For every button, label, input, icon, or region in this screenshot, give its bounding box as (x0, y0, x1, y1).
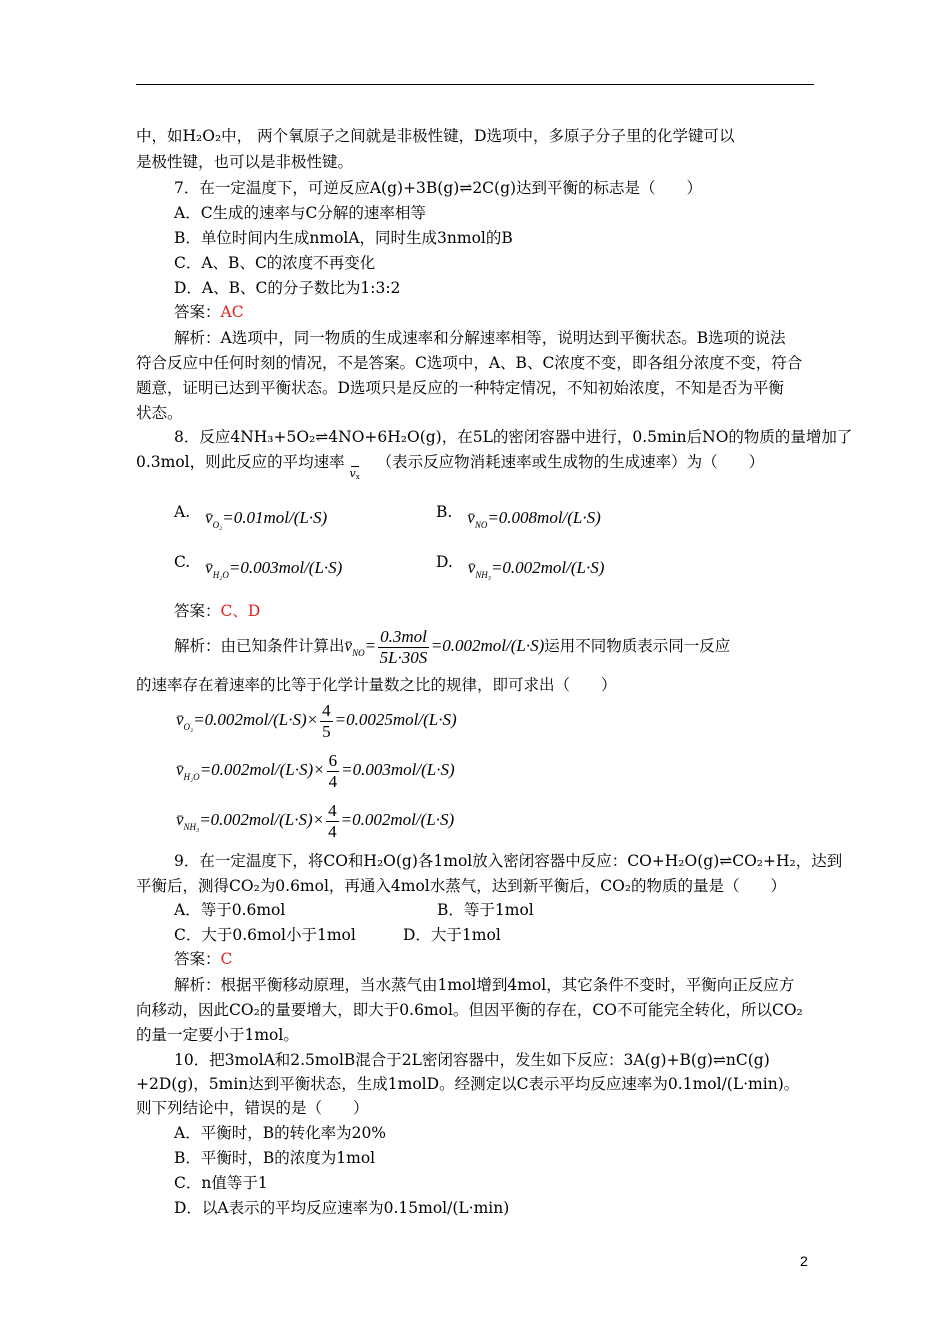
option-a: A．等于0.6mol (174, 901, 286, 919)
option-d: D．以A表示的平均反应速率为0.15mol/(L·min) (174, 1199, 510, 1217)
ratio-nh3: $v̄_{NH_3}=0.002mol/(L\cdot S)\times$ $\frac{4}{4}$ =0.002mol/(L·S) (176, 800, 455, 841)
fraction-denominator: 5 (322, 721, 331, 741)
option-b: B．等于1mol (437, 901, 534, 919)
answer-value: C (220, 950, 233, 968)
formula-sub: NH₃ (183, 822, 200, 832)
fraction-numerator: 0.3mol (380, 626, 427, 646)
option-label: A. (174, 503, 191, 521)
option-a-formula: A. $v̄_{O_2}=0.01mol/(L\cdot S)$ (174, 503, 328, 530)
option-a: A．C生成的速率与C分解的速率相等 (174, 204, 426, 222)
explanation-line: 向移动，因此CO₂的量要增大，即大于0.6mol。但因平衡的存在，CO不可能完全转化，所以CO₂ (136, 1001, 803, 1019)
option-c-formula: C. $v̄_{H_2O}=0.003mol/(L\cdot S)$ (174, 553, 343, 580)
formula-lhs: =0.002mol/(L·S)× (199, 760, 325, 779)
calc-text-a: 解析：由已知条件计算出 (174, 637, 345, 655)
ratio-h2o: $v̄_{H_2O}=0.002mol/(L\cdot S)\times$ $\frac{6}{4}$ =0.003mol/(L·S) (176, 750, 455, 791)
question-9-cont: 平衡后，测得CO₂为0.6mol，再通入4mol水蒸气，达到新平衡后，CO₂的物质的量是（ ） (136, 877, 787, 895)
option-c: C．大于0.6mol小于1mol (174, 926, 356, 944)
fraction-numerator: 4 (328, 800, 337, 820)
formula-sub: NO (474, 520, 488, 530)
vx-symbol: v (349, 467, 356, 480)
ratio-o2: $v̄_{O_2}=0.002mol/(L\cdot S)\times$ $\frac{4}{5}$ =0.0025mol/(L·S) (176, 700, 457, 741)
question-9: 9．在一定温度下，将CO和H₂O(g)各1mol放入密闭容器中反应：CO+H₂O(g)⇌CO₂+H₂，达到 (174, 852, 843, 870)
question-8: 8．反应4NH₃+5O₂⇌4NO+6H₂O(g)，在5L的密闭容器中进行，0.5min后NO的物质的量增加了 (174, 428, 853, 446)
explanation-line: 的量一定要小于1mol。 (136, 1026, 299, 1044)
text-line: 的速率存在着速率的比等于化学计量数之比的规律，即可求出（ ） (136, 676, 617, 694)
option-label: D. (436, 553, 453, 571)
calc-text-b: 运用不同物质表示同一反应 (544, 637, 731, 655)
explanation-line: 解析：A选项中，同一物质的生成速率和分解速率相等，说明达到平衡状态。B选项的说法 (174, 329, 786, 347)
formula-sub: H₂O (212, 570, 229, 580)
question-8-cont (136, 452, 765, 481)
answer-label: 答案： (174, 303, 221, 321)
question-10-cont: 则下列结论中，错误的是（ ） (136, 1099, 369, 1117)
formula-rhs: =0.002mol/(L·S) (490, 558, 605, 577)
option-a: A．平衡时，B的转化率为20% (174, 1124, 387, 1142)
answer-label: 答案： (174, 602, 221, 620)
fraction-denominator: 4 (328, 771, 338, 791)
formula-rhs: =0.002mol/(L·S) (340, 810, 455, 829)
formula-rhs: =0.002mol/(L·S) (430, 636, 545, 655)
formula-lhs: =0.002mol/(L·S)× (199, 810, 325, 829)
text-line: 中，如H₂O₂中， 两个氧原子之间就是非极性键，D选项中，多原子分子里的化学键可以 (136, 127, 735, 145)
fraction-denominator: 5L·30S (379, 647, 428, 667)
answer-line (174, 601, 260, 621)
explanation-line: 题意，证明已达到平衡状态。D选项只是反应的一种特定情况，不知初始浓度，不知是否为平衡 (136, 379, 784, 397)
formula-sub: O₂ (212, 520, 223, 530)
formula-eq: = (364, 636, 377, 655)
option-c: C．n值等于1 (174, 1174, 268, 1192)
question-10-cont: +2D(g)，5min达到平衡状态，生成1molD。经测定以C表示平均反应速率为0.1mol/(L·min)。 (136, 1075, 800, 1093)
option-b: B．单位时间内生成nmolA，同时生成3nmol的B (174, 229, 513, 247)
formula-sub: H₂O (183, 772, 200, 782)
fraction-numerator: 6 (328, 750, 338, 770)
explanation-line: 符合反应中任何时刻的情况，不是答案。C选项中，A、B、C浓度不变，即各组分浓度不变，符合 (136, 354, 803, 372)
option-d-formula: D. $v̄_{NH_3}=0.002mol/(L\cdot S)$ (436, 553, 605, 580)
formula-rhs: =0.003mol/(L·S) (341, 760, 455, 779)
answer-value: AC (220, 303, 244, 321)
answer-value: C、D (220, 602, 261, 620)
answer-label: 答案： (174, 950, 221, 968)
page-number: 2 (800, 1253, 808, 1269)
text-line: 是极性键，也可以是非极性键。 (136, 153, 354, 171)
option-b: B．平衡时，B的浓度为1mol (174, 1149, 376, 1167)
vx-sub: x (355, 473, 360, 481)
option-b-formula: B. $v̄_{NO}=0.008mol/(L\cdot S)$ (436, 503, 601, 530)
q8-text-a: 0.3mol，则此反应的平均速率 (136, 453, 345, 471)
question-10: 10．把3molA和2.5molB混合于2L密闭容器中，发生如下反应：3A(g)+B(g)⇌nC(g) (174, 1051, 770, 1069)
answer-line (174, 302, 244, 322)
option-label: C. (174, 553, 191, 571)
question-7: 7．在一定温度下，可逆反应A(g)+3B(g)⇌2C(g)达到平衡的标志是（ ） (174, 179, 703, 197)
formula-rhs: =0.003mol/(L·S) (228, 558, 343, 577)
option-label: B. (436, 503, 453, 521)
explanation-line: 解析：根据平衡移动原理，当水蒸气由1mol增到4mol，其它条件不变时，平衡向正反应方 (174, 976, 795, 994)
formula-sub: O₂ (183, 722, 194, 732)
option-c: C．A、B、C的浓度不再变化 (174, 254, 376, 272)
fraction-numerator: 4 (322, 700, 331, 720)
formula-rhs: =0.01mol/(L·S) (222, 508, 328, 527)
formula-rhs: =0.0025mol/(L·S) (334, 710, 457, 729)
explanation-line: 状态。 (136, 404, 183, 422)
q8-text-b: （表示反应物消耗速率或生成物的生成速率）为（ ） (376, 453, 765, 471)
option-d: D．大于1mol (403, 926, 501, 944)
answer-line (174, 949, 232, 969)
calc-line: 解析：由已知条件计算出$v̄_{NO}=$ $\frac{\text{0.3mol}}{5L\cdot 30S}$ =0.002mol/(L·S)运用不同物质表示同一反应 (174, 626, 731, 667)
formula-sub: NH₃ (475, 570, 491, 580)
formula-rhs: =0.008mol/(L·S) (487, 508, 601, 527)
fraction-denominator: 4 (328, 821, 337, 841)
formula-lhs: =0.002mol/(L·S)× (193, 710, 319, 729)
option-d: D．A、B、C的分子数比为1:3:2 (174, 279, 401, 297)
formula-sub: NO (352, 648, 365, 658)
header-rule (136, 84, 814, 85)
